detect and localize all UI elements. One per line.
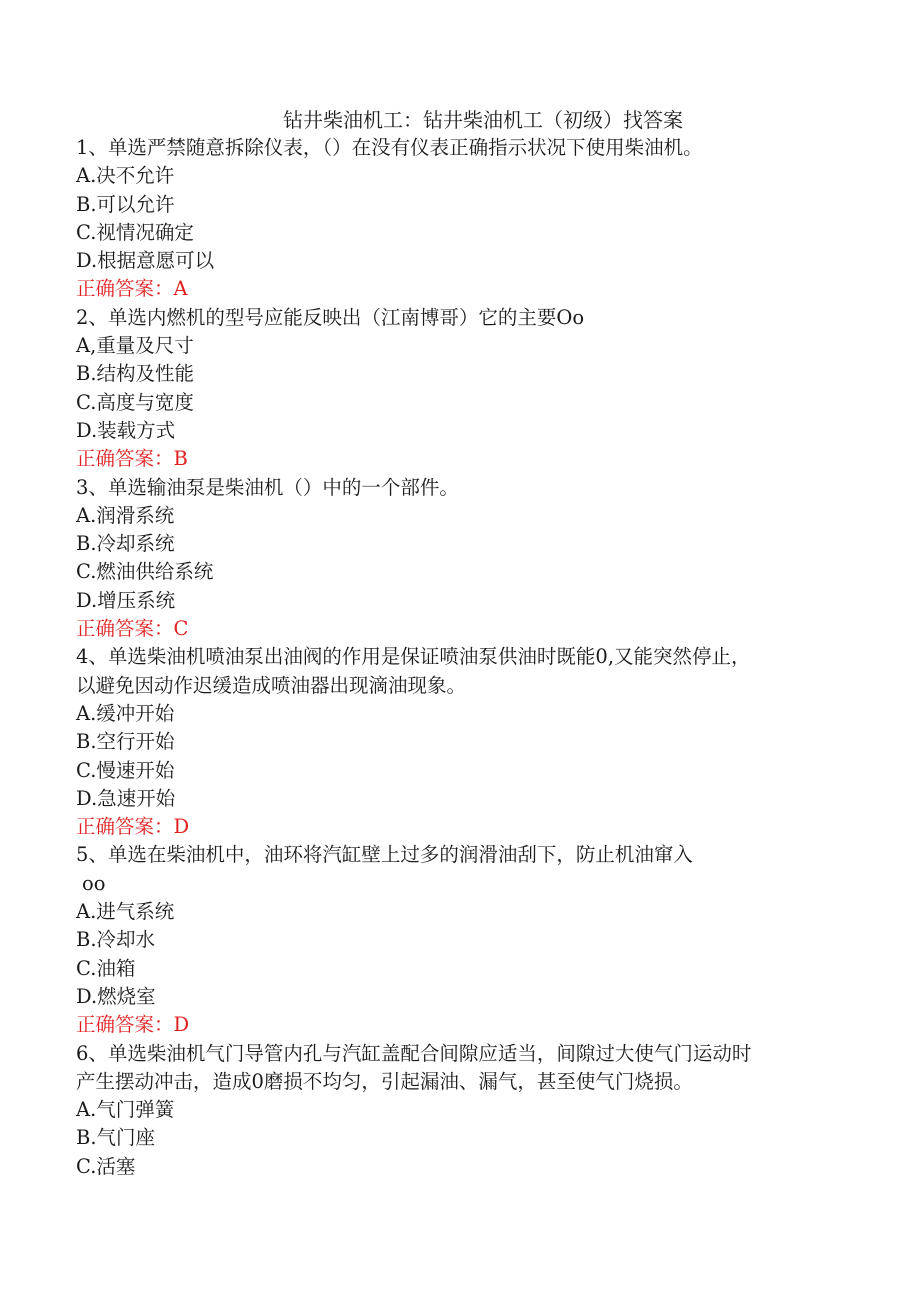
answer-option: D.装载方式	[76, 418, 176, 442]
answer-option: B.冷却系统	[76, 532, 175, 556]
question-block	[76, 1040, 860, 1181]
question-stem: 产生摆动冲击，造成0磨损不均匀，引起漏油、漏气，甚至使气门烧损。	[76, 1069, 693, 1093]
answer-option: C.高度与宽度	[76, 390, 194, 414]
answer-option: D.燃烧室	[76, 984, 156, 1008]
question-stem: oo	[82, 871, 106, 895]
correct-answer: 正确答案：D	[76, 815, 190, 839]
correct-answer: 正确答案：B	[76, 447, 188, 471]
question-block	[76, 304, 860, 474]
question-stem: 1、单选严禁随意拆除仪表，（）在没有仪表正确指示状况下使用柴油机。	[76, 136, 703, 159]
question-block	[76, 134, 860, 304]
answer-option: B.结构及性能	[76, 362, 195, 386]
answer-option: C.活塞	[76, 1154, 136, 1178]
answer-option: D.根据意愿可以	[76, 249, 215, 273]
question-stem: 5、单选在柴油机中，油环将汽缸壁上过多的润滑油刮下，防止机油窜入	[76, 843, 693, 867]
answer-option: B.冷却水	[76, 928, 156, 952]
answer-option: B.气门座	[76, 1126, 156, 1150]
answer-option: D.急速开始	[76, 786, 176, 810]
answer-option: A.进气系统	[76, 900, 175, 924]
answer-option: C.视情况确定	[76, 220, 194, 244]
answer-option: C.慢速开始	[76, 758, 175, 782]
correct-answer: 正确答案：C	[76, 617, 189, 641]
document-title: 钻井柴油机工：钻井柴油机工（初级）找答案	[283, 108, 683, 132]
answer-option: A.润滑系统	[76, 503, 175, 527]
answer-option: C.燃油供给系统	[76, 560, 214, 584]
question-block	[76, 643, 860, 841]
answer-option: D.增压系统	[76, 588, 176, 612]
correct-answer: 正确答案：A	[76, 277, 188, 301]
question-stem: 2、单选内燃机的型号应能反映出（江南博哥）它的主要Oo	[76, 305, 585, 329]
answer-option: A.气门弹簧	[76, 1098, 175, 1122]
correct-answer: 正确答案：D	[76, 1013, 190, 1037]
answer-option: B.可以允许	[76, 192, 175, 216]
question-block	[76, 841, 860, 1039]
question-stem: 3、单选输油泵是柴油机（）中的一个部件。	[76, 475, 459, 499]
answer-option: A.缓冲开始	[76, 701, 175, 725]
question-stem: 4、单选柴油机喷油泵出油阀的作用是保证喷油泵供油时既能0,又能突然停止，	[76, 645, 751, 669]
answer-option: B.空行开始	[76, 730, 175, 754]
answer-option: C.油箱	[76, 956, 136, 980]
answer-option: A.决不允许	[76, 164, 175, 188]
question-stem: 6、单选柴油机气门导管内孔与汽缸盖配合间隙应适当，间隙过大使气门运动时	[76, 1041, 752, 1065]
question-list	[76, 134, 860, 1181]
question-stem: 以避免因动作迟缓造成喷油器出现滴油现象。	[76, 673, 467, 697]
answer-option: A,重量及尺寸	[76, 334, 194, 358]
question-block	[76, 474, 860, 644]
